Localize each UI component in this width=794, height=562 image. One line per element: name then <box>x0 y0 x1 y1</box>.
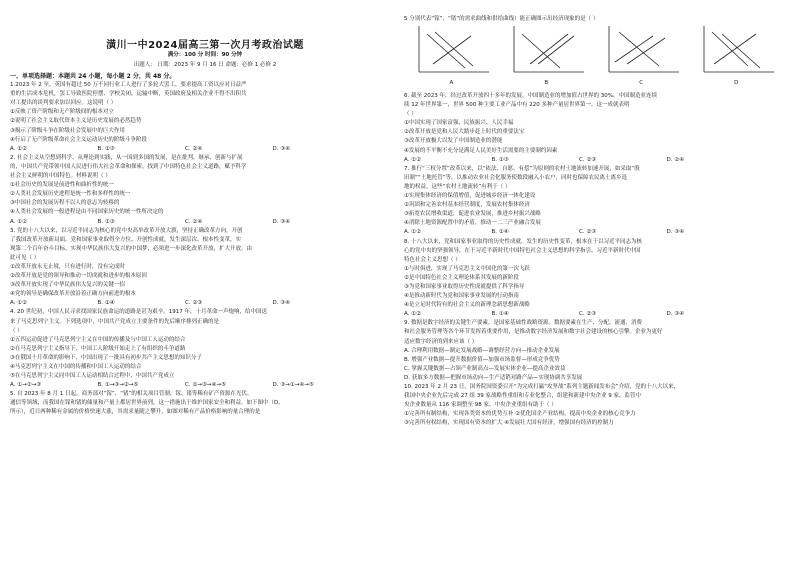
question-line: D. 获取多方数据—把握市场动向—生产适销对路产品—实现协调共享发展 <box>404 374 583 381</box>
question-line: ①完善所有制结构，实现各类资本的优势互补 ②优化国企产业结构，提高中央企业的核心竞争力 <box>404 411 636 418</box>
answer-option[interactable]: D. ②④ <box>666 156 685 163</box>
question-line: ④是推动新时代为党和国家事业发展的行动指南 <box>404 293 519 300</box>
question-block <box>10 227 390 309</box>
question-line: 10. 2023 年 2 月 23 日，国务院国资委召开“为完成打赢“攻坚战”系列主题新闻发布会”介绍，党的十八大以来， <box>404 384 680 390</box>
question-line: （ ） <box>10 327 23 334</box>
question-line: C. 掌握关键数据—占领产业制高点—发展实体企业—提高企业效益 <box>404 365 566 372</box>
question-line: 续 12 年世界第一，世界 500 种主要工业产品中有 220 多种产量居世界第一。这一成就表明 <box>404 102 630 109</box>
answer-option[interactable]: A. ①② <box>404 156 422 163</box>
score-line: 满分：100 分 时间：90 分钟 <box>167 52 243 58</box>
answer-options <box>10 381 390 390</box>
answer-option[interactable]: C. ②③ <box>185 300 203 307</box>
answer-option[interactable]: C. ②③ <box>579 311 597 318</box>
question-line: ③改革开放实现了中华民族伟大复兴的关键一招 <box>10 282 125 289</box>
question-line: 的，中国共产党带领中国人民进行伟大社会革命和探索，找到了中国特色社会主义道路，赋予科学 <box>10 163 247 170</box>
question-line: 适应数字经济的到来应该（ ） <box>404 338 478 345</box>
question-line: 1.2023 年 2 至，英国有超过 50 万不同行业工人进行了多轮大罢工，要求提高工资以应对日益严 <box>10 82 247 89</box>
graph-d <box>698 24 776 76</box>
question-line: ③改革开放极大以发了中国制造业的潜能 <box>404 138 503 145</box>
answer-option[interactable]: B. ①→③→②→⑤ <box>97 382 139 389</box>
question-line: ②是中国特色社会主义理论体系其发展的新阶段 <box>404 274 519 281</box>
question-line: ④是立足时代特有的社会主义的新理念新思想新战略 <box>404 302 530 309</box>
question-block <box>10 308 390 390</box>
answer-option[interactable]: B. ①③ <box>97 218 115 225</box>
question-line: 了我国改革开放新局面，党和国家事业取得全方位、开创性成就，发生深层次、根本性变革，实 <box>10 236 242 243</box>
question-line: ②人类社会发展历史进程是统一性和多样性的统一 <box>10 191 131 198</box>
question-line: ④党的领导是确保改革开放沿着正确方向前进的根本 <box>10 291 136 298</box>
answer-option[interactable]: D. ③④ <box>272 300 291 307</box>
graph-c <box>603 24 681 76</box>
question-line: B. 增强产业数据—提升数据价值—加强市场监督—形成竞争优势 <box>404 356 560 363</box>
question-line: 心的党中央的坚强领导，在于习近平新时代中国特色社会主义思想的科学指引。习近平新时代中国 <box>404 247 641 254</box>
question-line: ②改革开放是党的领导和推动一切成就和进步的根本原因 <box>10 273 147 280</box>
question-block <box>10 390 390 417</box>
answer-options <box>404 156 784 165</box>
answer-option[interactable]: B. ①④ <box>491 229 509 236</box>
question-line: 对工提出的谈判要求加以回应。这说明（ ） <box>10 100 117 107</box>
answer-options <box>10 299 390 308</box>
question-line: ②说明了社会主义取代资本主义是历史发展的必然趋势 <box>10 118 142 125</box>
question-line: ③为党和国家事业取得历史性成就提供了科学指导 <box>404 283 525 290</box>
answer-option[interactable]: A. ①→②→③ <box>10 382 42 389</box>
question-line: A. 合理利用数据—制定发展战略—调整经营方向—推动企业发展 <box>404 347 560 354</box>
question-line: 4. 20 世纪初，中国人民寻求找国家民族命运的道路是甚为艰辛。1917 年，十月革命一声炮响，给中国送 <box>10 309 267 316</box>
answer-option[interactable]: D. ③→①→④→⑤ <box>272 382 314 389</box>
question-line: 地的权益。这些“农村土地流转”有利于（ ） <box>404 183 511 190</box>
question-line: （ ） <box>404 111 417 118</box>
question-line: 此可见（ ） <box>10 254 40 261</box>
answer-option[interactable]: A. ①② <box>404 229 422 236</box>
question-line: ①社会历史的发展是前进性和曲折性的统一 <box>10 182 114 189</box>
question-line: ④人类社会发展的一般进程是由不同国家历史的统一性所决定的 <box>10 209 164 216</box>
question-block <box>404 319 784 383</box>
answer-option[interactable]: B. ①④ <box>97 300 115 307</box>
question-line: 和社会服务管理等各个环节发挥着重要作用，是推动数字经济发展和数字社会建设的核心引擎。企业为更好 <box>404 329 663 336</box>
answer-option[interactable]: D. ③④ <box>272 145 291 152</box>
question-line: ①反映了资产阶级和无产阶级间的根本对立 <box>10 109 114 116</box>
graph-b <box>508 24 586 76</box>
question-line: ④发展的不平衡不充分是满足人民美好生活需要的主要制约因素 <box>404 147 558 154</box>
answer-option[interactable]: B. ①③ <box>491 156 509 163</box>
question-line: 7. 推行“三权分置”改革以来，以“依法、自愿、有偿”为原则的农村土地流转加速开展，如采取“股 <box>404 165 640 172</box>
answer-option[interactable]: C. ②③ <box>579 229 597 236</box>
question-line: ②在马克思列宁主义指导下，中国工人阶级开始走上了有组织的斗争道路 <box>10 345 186 352</box>
question-line: 重的生活成本危机，罢工导致医院停摆、学校关闭，运输中断，英国政府及相关企业不得不出积共 <box>10 91 247 98</box>
question-line: ①中国实现了国家富强、民族振兴、人民幸福 <box>404 120 514 127</box>
answer-option[interactable]: B. ①③ <box>97 145 115 152</box>
answer-option[interactable]: D. ③④ <box>666 311 685 318</box>
answer-option[interactable]: A. ①② <box>404 311 422 318</box>
question-line: 田制”“土地托管”等，以推动农业社会化服务使数段融入小农户，同时也保障农民离土离乡退 <box>404 174 628 181</box>
graph-label-b: B <box>544 80 549 86</box>
question-line: ①五四运动促进了马克思列宁主义在中国的传播及与中国工人运动的结合 <box>10 336 186 343</box>
question-line: ③拓宽农民增收渠道，促进农业发展，推进乡村振兴战略 <box>404 211 541 218</box>
answer-option[interactable]: D. ③④ <box>666 229 685 236</box>
right-column <box>404 92 784 428</box>
answer-option[interactable]: D. ③④ <box>272 218 291 225</box>
question-line: ①改革开放永无止境，只有进行时，没有完成时 <box>10 263 125 270</box>
question-line: 6. 截至 2023 年，经过改革开放四十多年的发展，中国制造业的增加值占世界的 30%，中国制造业连续 <box>404 93 657 99</box>
question-line: 所示），近日两种稀有金属的价格快速大涨，其需求量随之攀升，如图对稀有产品价格影响的量合理的是 <box>10 409 261 416</box>
question-line: 8. 十八大以来，党和国家事业取得的历史性成就，发生的历史性变革，根本在于以习近平同志为核 <box>404 238 642 245</box>
question-line: ③完善所有权结构，实现国有资本的扩大 ④发展壮大国有经济，增强国有经济的控制力 <box>404 420 614 427</box>
question-block <box>404 383 784 428</box>
question-line: 5. 自 2023 年 8 月 1 日起，商务部对“镓”、“锗”的相关项目管制，镓、锗等稀有矿产资源在光伏、 <box>10 391 253 398</box>
question-line: 特色社会主义思想（ ） <box>404 256 461 263</box>
answer-option[interactable]: C. ②④ <box>185 218 203 225</box>
question-line: ①与时俱进，实现了马克思主义中国化的第一次飞跃 <box>404 265 530 272</box>
answer-options <box>404 310 784 319</box>
question-line: 2. 社会主义从空想到科学、从理论到实践，从一国到多国的发展，是在批判、继承、创新与扩展 <box>10 154 243 161</box>
question-line: 现第二个百年奋斗目标、实现中华民族伟大复兴的中国梦，必须进一步深化改革开放，扩大开放。由 <box>10 245 253 252</box>
question-line: ①实现集体经济的保值增值，促进城乡经济一体化建设 <box>404 193 536 200</box>
question-block <box>404 92 784 165</box>
answer-option[interactable]: A. ①② <box>10 145 28 152</box>
info-line: 出题人： 日期：2023 年 9 月 16 日 命题：必修 1 必修 2 <box>133 62 277 68</box>
answer-option[interactable]: A. ①② <box>10 218 28 225</box>
answer-option[interactable]: B. ①④ <box>491 311 509 318</box>
answer-options <box>404 228 784 237</box>
question-line: 来了马克思列宁主义。下列选项中，中国共产党成立主要条件的先后顺序排列正确的是 <box>10 318 220 325</box>
question-line: 通信等领域，而我国在镓和锗的储量和产量上都居世界前列，这一措施出于维护国家安全和利益。如下图中（D、 <box>10 400 284 407</box>
graph-label-d: D <box>734 80 739 86</box>
question-line: ④马克思列宁主义在中国的传播和中国工人运动的结合 <box>10 364 142 370</box>
section-heading: 一、单项选择题：本题共 24 小题，每小题 2 分，共 48 分。 <box>10 73 176 80</box>
answer-options <box>10 218 390 227</box>
answer-options <box>10 145 390 154</box>
supply-demand-graphs <box>404 24 784 88</box>
question-line: 3. 党的十八大以来，以习近平同志为核心的党中央高举改革开放大旗，坚持正确改革方向，开创 <box>10 227 243 234</box>
answer-option[interactable]: A. ①② <box>10 300 28 307</box>
graph-a <box>413 24 491 76</box>
left-column <box>10 70 390 418</box>
question-line: ②巩固和完善农村基本经营制度，发展农村集体经济 <box>404 202 530 209</box>
exam-title: 潢川一中2024届高三第一次月考政治试题 <box>106 40 304 51</box>
question-line: ③在俄国十月革命的影响下，中国出现了一批具有初步共产主义思想的知识分子 <box>10 354 202 361</box>
graph-label-a: A <box>449 80 454 86</box>
graph-label-c: C <box>639 80 644 86</box>
question-line: ②改革开放是党和人民大踏步赶上时代的重要法宝 <box>404 129 525 136</box>
question-block <box>404 238 784 320</box>
question-line: ③揭示了阶级斗争在阶级社会发展中的巨大作用 <box>10 127 125 134</box>
question-line: ④消除土地资源配置中的矛盾，推动一二三产业融合发展 <box>404 220 541 227</box>
question-line: ⑤在马克思列宁主义同中国工人运动相结合过程中，中国共产党成立 <box>10 373 175 380</box>
question-5-continuation: 5 分别代表“镓”、“锗”的需求曲线和供给曲线）能正确图示出经济现象的是（ ） <box>404 16 599 22</box>
graph-labels <box>404 80 784 86</box>
question-line: ④行启了无产阶级革命社会主义运动历史的阶级斗争阶段 <box>10 136 147 143</box>
question-block <box>404 165 784 238</box>
answer-option[interactable]: C. ①→③→④→⑤ <box>185 382 226 389</box>
question-line: 我国中央企业先后完成 27 组 39 家战略性重组和专业化整合，组建和新建中央企业 9 家，监管中 <box>404 393 641 400</box>
question-line: 9. 数据是数字经济的关键生产要素，是国家基础性战略资源。数据要素在生产、分配、流通、消费 <box>404 320 642 327</box>
question-line: ③中国社会的发展历程不以人的意志为转移的 <box>10 200 120 207</box>
question-block <box>10 154 390 227</box>
question-line: 社会主义鲜明的中国特色。材料说明（ ） <box>10 173 111 180</box>
question-line: 央企业数量从 116 家调整至 98 家，中央企业重组有助于（ ） <box>404 402 557 409</box>
question-block <box>10 81 390 154</box>
answer-option[interactable]: C. ②④ <box>185 145 203 152</box>
answer-option[interactable]: C. ②③ <box>579 156 597 163</box>
